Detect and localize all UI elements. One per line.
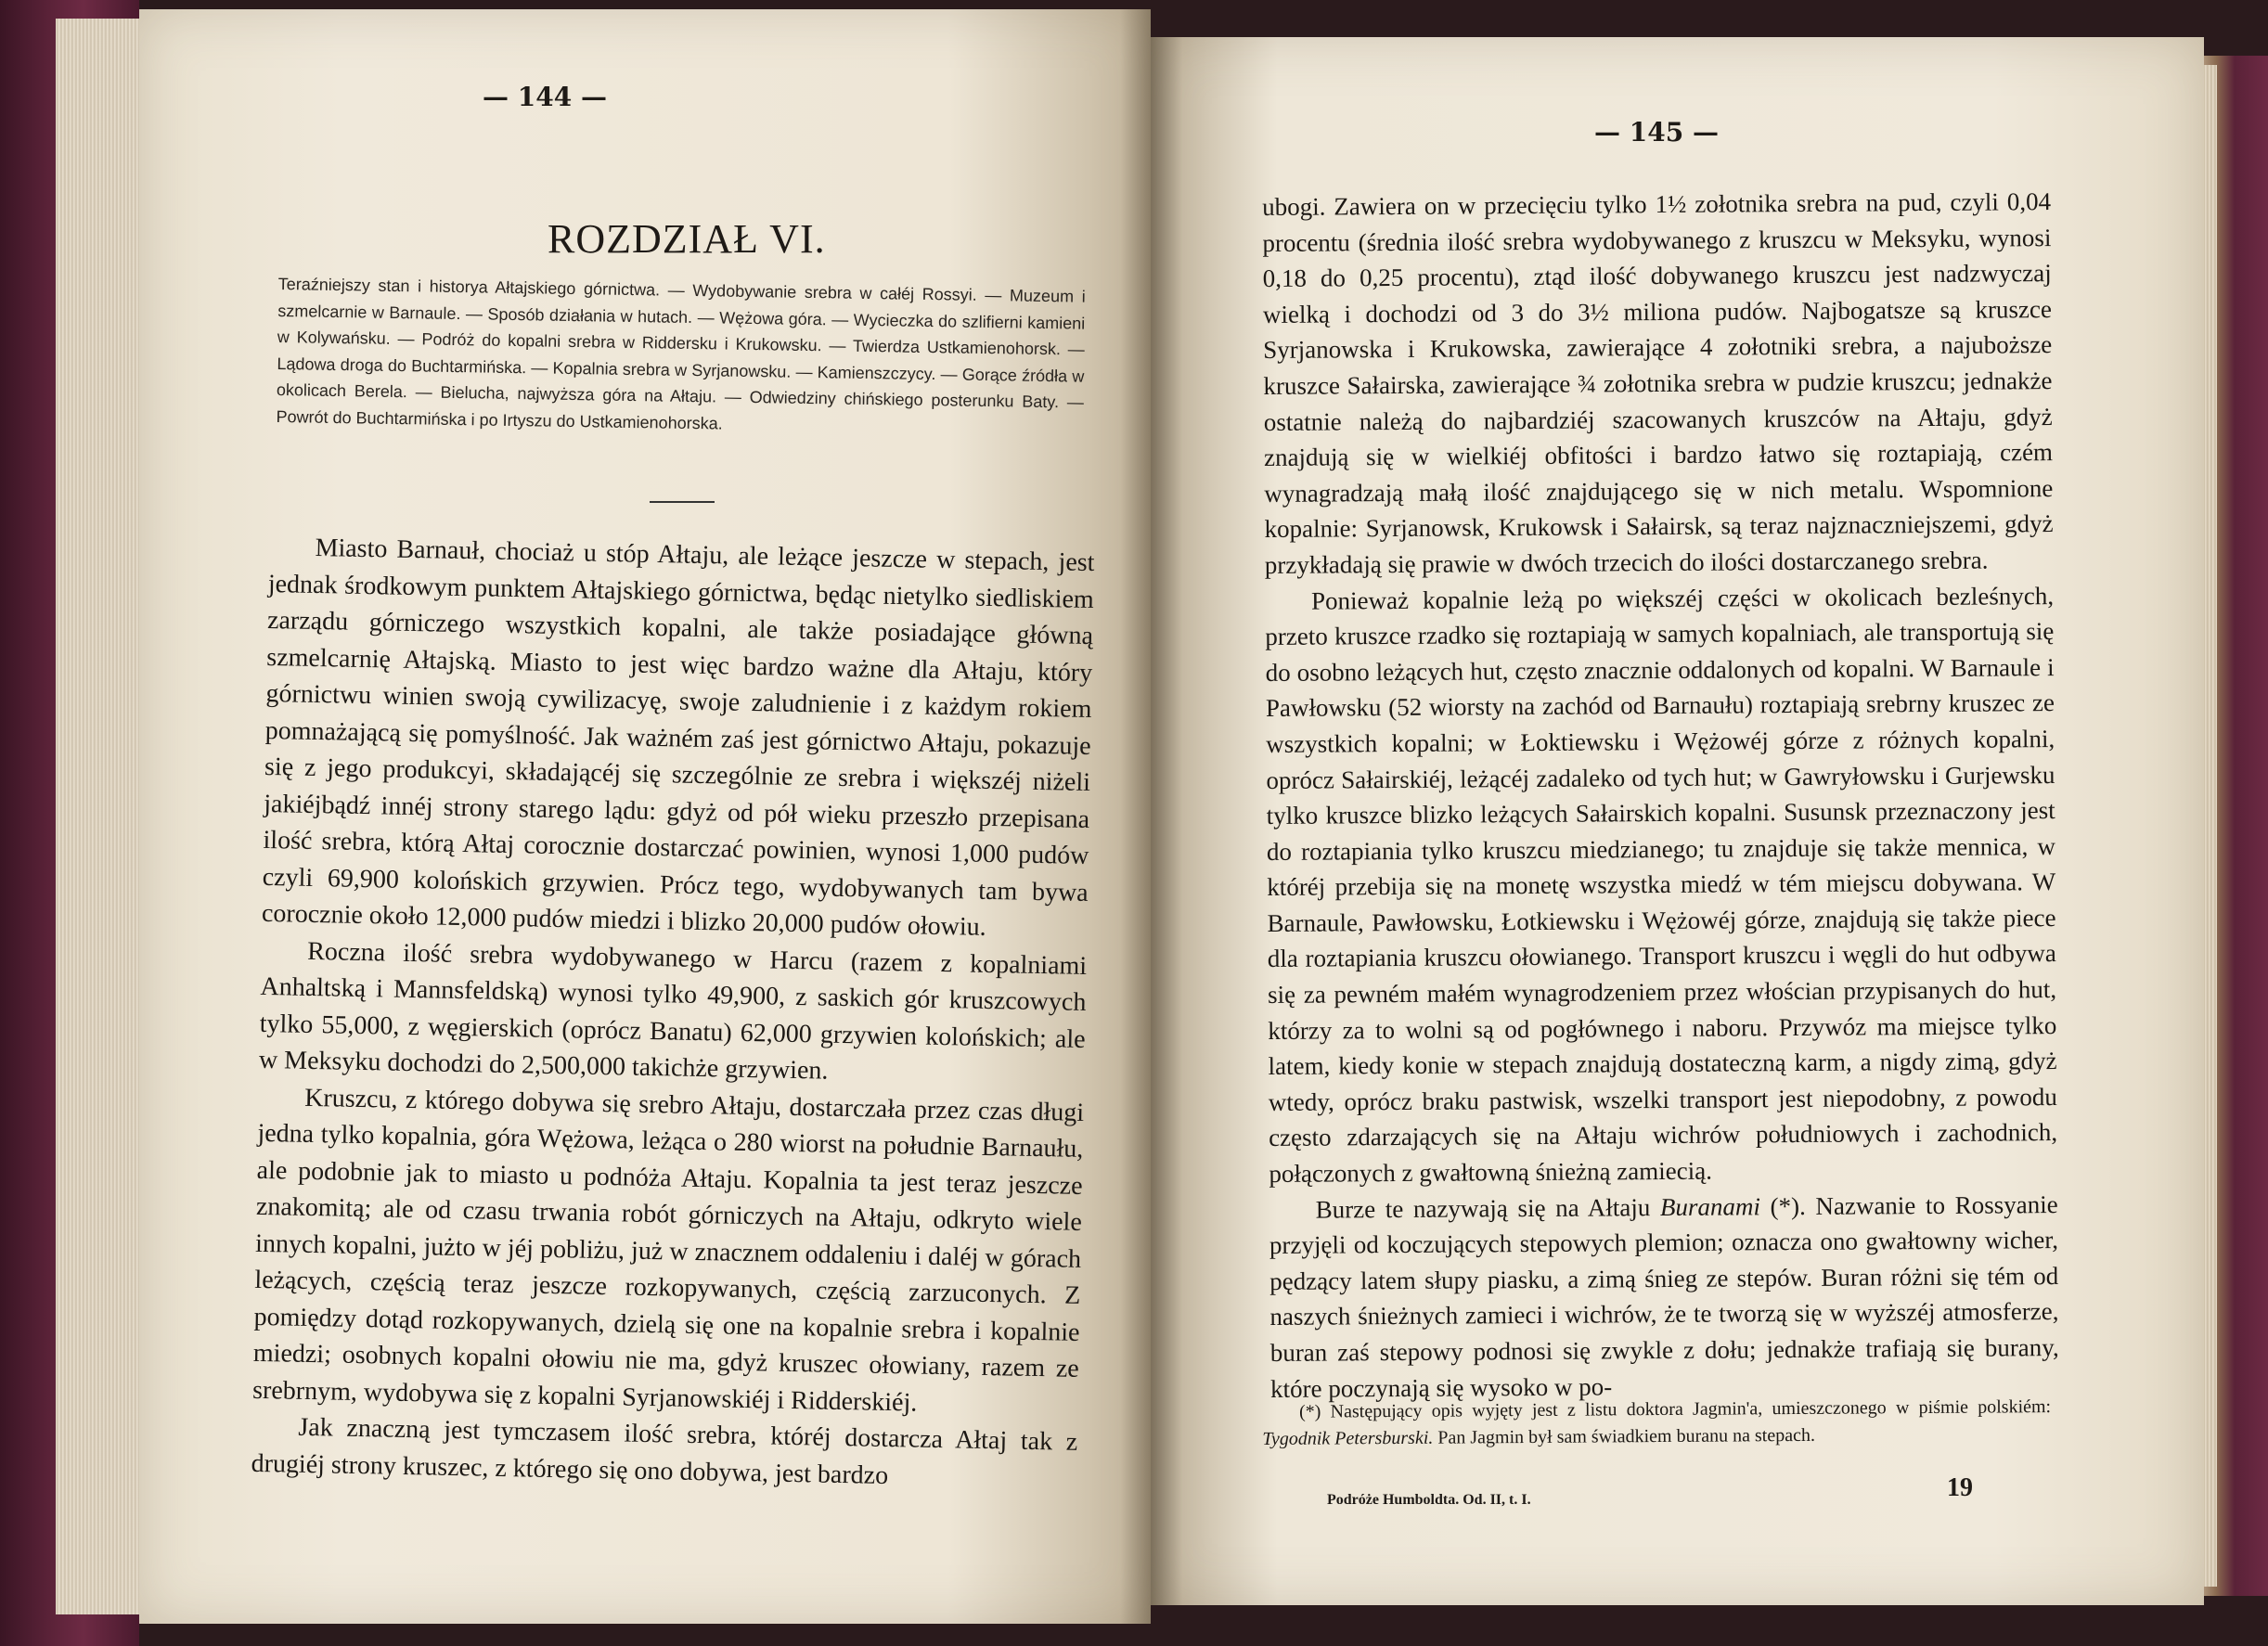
- page-number-right: — 145 —: [1594, 117, 1719, 148]
- text-run: Pan Jagmin był sam świadkiem buranu na stepach.: [1433, 1424, 1816, 1448]
- paragraph: Miasto Barnauł, chociaż u stóp Ałtaju, ale leżące jeszcze w stepach, jest jednak środkowym punktem Ałtajskiego górnictwa, będąc nietylko siedliskiem zarządu górniczego wszystkich kopalni, ale także posiadające główną szmelcarnię Ałtajską. Miasto to jest więc bardzo ważne dla Ałtaju, który górnictwu winien swoją cywilizacyę, swoje zaludnienie i z każdym rokiem pomnażającą się pomyślność. Jak ważném zaś jest górnictwo Ałtaju, pokazuje się z jego produkcyi, składającéj się szczególnie ze srebra i większéj niżeli jakiéjbądź innéj strony starego lądu: gdyż od pół wieku przeszło przepisana ilość srebra, którą Ałtaj corocznie dostarczać powinien, wynosi 1,000 pudów czyli 69,900 kolońskich grzywien. Prócz tego, wydobywanych tam bywa corocznie około 12,000 pudów miedzi i blizko 20,000 pudów ołowiu.: [261, 533, 1095, 942]
- chapter-title: ROZDZIAŁ VI.: [548, 216, 826, 262]
- paragraph-buran: [1269, 1187, 2060, 1407]
- right-body-text: [1262, 184, 2059, 1407]
- paragraph: Roczna ilość srebra wydobywanego w Harcu (razem z kopalniami Anhaltską i Mannsfeldską) wynosi tylko 49,900, z saskich gór kruszcowych tylko 55,000, z węgierskich (oprócz Banatu) 62,000 grzywien kolońskich; ale w Meksyku dochodzi do 2,500,000 takichże grzywien.: [258, 936, 1088, 1086]
- text-run: Burze te nazywają się na Ałtaju: [1315, 1192, 1661, 1224]
- section-divider: [650, 501, 715, 503]
- paragraph-continued: ubogi. Zawiera on w przecięciu tylko 1½ zołotnika srebra na pud, czyli 0,04 procentu (średnia ilość srebra wydobywanego z kruszcu w Meksyku, wynosi 0,18 do 0,25 procentu), ztąd ilość dobywanego kruszcu jest nadzwyczaj wielką i dochodzi od 3 do 3½ miliona pudów. Najbogatsze są kruszce Syrjanowska i Krukowska, zawierające 4 zołotniki srebra, a najuboższe kruszce Sałairska, zawierające ¾ zołotnika srebra w pudzie kruszcu; jednakże ostatnie należą do najbardziéj szacowanych kruszców na Ałtaju, gdyż znajdują się w wielkiéj obfitości i bardzo łatwo się roztapiają, czém wynagradzają małą ilość znajdującego się w nich metalu. Wspomnione kopalnie: Syrjanowsk, Krukowsk i Sałairsk, są teraz najznaczniejszemi, gdyż przykładają się prawie w dwóch trzecich do ilości dostarczanego srebra.: [1262, 187, 2054, 579]
- page-number-left: — 144 —: [483, 82, 607, 112]
- text-run: (*) Następujący opis wyjęty jest z listu doktora Jagmin'a, umieszczonego w piśmie polskiém:: [1299, 1396, 2052, 1422]
- paragraph: Jak znaczną jest tymczasem ilość srebra, któréj dostarcza Ałtaj tak z drugiéj strony kruszec, z którego się ono dobywa, jest bardzo: [251, 1412, 1078, 1490]
- printer-imprint: Podróże Humboldta. Od. II, t. I.: [1327, 1492, 1531, 1508]
- paragraph: Ponieważ kopalnie leżą po większéj części w okolicach bezleśnych, przeto kruszce rzadko się roztapiają w samych kopalniach, ale transportują się do osobno leżących hut, często znacznie oddalonych od kopalni. W Barnaule i Pawłowsku (52 wiorsty na zachód od Barnaułu) roztapiają srebrny kruszec ze wszystkich kopalni; w Łoktiewsku i Wężowéj górze z różnych kopalni, oprócz Sałairskiéj, leżącéj zadaleko od tych hut; w Gawryłowsku i Gurjewsku tylko kruszce blizko leżących Sałairskich kopalni. Susunsk przeznaczony jest do roztapiania tylko kruszcu miedzianego; tu znajduje się także mennica, w któréj przebija się na monetę wszystka miedź w tém miejscu dobywana. W Barnaule, Pawłowsku, Łotkiewsku i Wężowéj górze, znajdują się także piece dla roztapiania kruszcu ołowianego. Transport kruszcu i węgli do hut odbywa się za pewném małém wynagrodzeniem przez włościan przypisanych do hut, którzy za to wolni są od pogłównego i naboru. Przywóz ma miejsce tylko latem, kiedy konie w stepach znajdują dostateczną karm, a nigdy zimą, gdyż wtedy, oprócz braku pastwisk, wszelki transport jest niepodobny, z powodu często zdarzających się na Ałtaju wichrów południowych i zachodnich, połączonych z gwałtowną śnieżną zamiecią.: [1265, 581, 2058, 1189]
- text-run: (*). Nazwanie to Rossyanie przyjęli od koczujących stepowych plemion; oznacza ono gwałtowny wicher, pędzący latem słupy piasku, a zimą śnieg ze stepów. Buran różni się tém od naszych śnieżnych zamieci i wichrów, że te tworzą się w wyższéj atmosferze, buran zaś stepowy podnosi się zwykle z dołu; jednakże trafiają się burany, które poczynają się wysoko w po-: [1269, 1189, 2059, 1403]
- italic-term: Buranami: [1659, 1191, 1761, 1221]
- italic-title: Tygodnik Petersburski.: [1262, 1427, 1434, 1449]
- left-body-text: [251, 529, 1095, 1498]
- footnote: [1262, 1394, 2051, 1453]
- signature-mark: 19: [1947, 1473, 1973, 1502]
- chapter-summary: Teraźniejszy stan i historya Ałtajskiego górnictwa. — Wydobywanie srebra w całéj Rossyi. — Muzeum i szmelcarnie w Barnaule. — Sposób działania w hutach. — Wężowa góra. — Wycieczka do szlifierni kamieni w Kolywańsku. — Podróż do kopalni srebra w Riddersku i Krukowsku. — Twierdza Ustkamienohorsk. — Lądowa droga do Buchtarmińska. — Kopalnia srebra w Syrjanowsku. — Kamienszczycy. — Gorące źródła w okolicach Berela. — Bielucha, najwyższa góra na Ałtaju. — Odwiedziny chińskiego posterunku Baty. — Powrót do Buchtarmińska i po Irtyszu do Ustkamienohorska.: [276, 274, 1086, 433]
- paragraph: Kruszcu, z którego dobywa się srebro Ałtaju, dostarczała przez czas długi jedna tylko kopalnia, góra Wężowa, leżąca o 280 wiorst na południe Barnaułu, ale podobnie jak to miasto u podnóża Ałtaju. Kopalnia ta jest teraz jeszcze znakomitą; ale od czasu trwania robót górniczych na Ałtaju, odkryto wiele innych kopalni, jużto w jéj pobliżu, już w znacznem oddaleniu i daléj w górach leżących, częścią teraz jeszcze rozkopywanych, częścią zarzuconych. Z pomiędzy dotąd rozkopywanych, dzielą się one na kopalnie srebra i kopalnie miedzi; osobnych kopalni ołowiu nie ma, gdyż kruszec ołowiany, razem ze srebrnym, wydobywa się z kopalni Syrjanowskiéj i Ridderskiéj.: [251, 1083, 1085, 1418]
